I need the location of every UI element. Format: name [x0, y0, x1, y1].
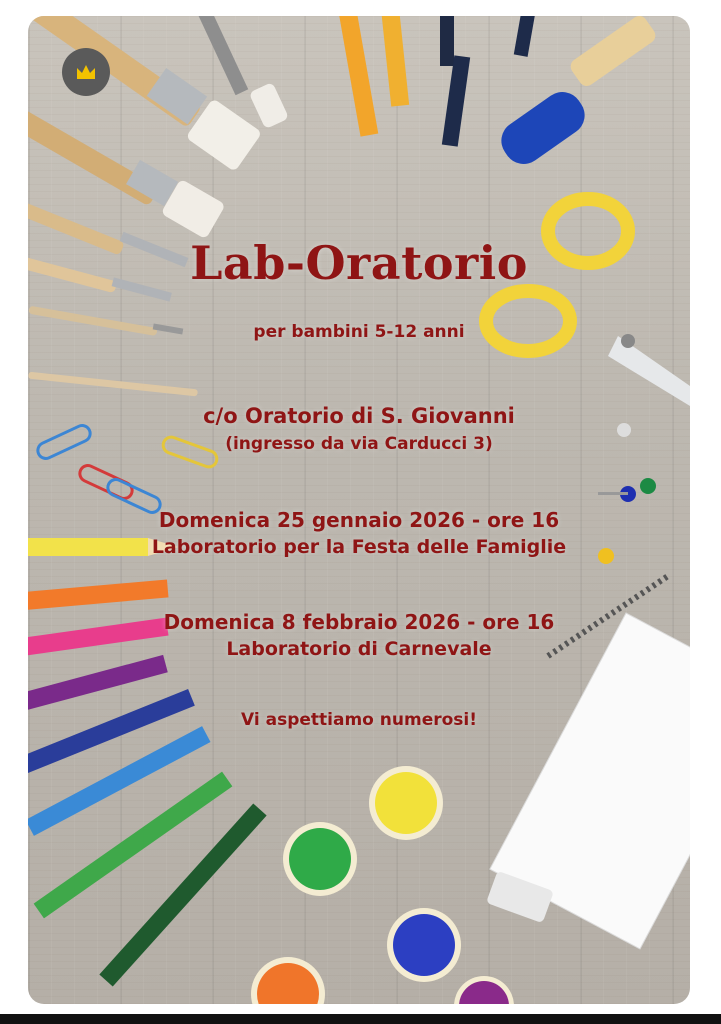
pen-cap-icon: [440, 16, 454, 66]
crown-icon: [75, 63, 97, 81]
pen-cap-icon: [514, 16, 536, 57]
pencil-icon: [380, 16, 409, 107]
pen-icon: [442, 55, 470, 146]
colored-pencils-icon: [28, 538, 267, 986]
event-description: Laboratorio per la Festa delle Famiglie: [151, 536, 567, 558]
scissors-icon: [486, 199, 690, 406]
closing-message: Vi aspettiamo numerosi!: [241, 710, 477, 730]
bottom-bar: [0, 1014, 721, 1024]
paint-pot-icon: [251, 766, 514, 1004]
event-date: Domenica 25 gennaio 2026 - ore 16: [158, 508, 560, 532]
event-description: Laboratorio di Carnevale: [226, 638, 492, 660]
location-name: c/o Oratorio di S. Giovanni: [203, 404, 515, 428]
age-range: per bambini 5-12 anni: [253, 322, 465, 342]
location-entrance: (ingresso da via Carducci 3): [225, 434, 493, 454]
pencil-icon: [336, 16, 378, 137]
event-date: Domenica 8 febbraio 2026 - ore 16: [163, 610, 555, 634]
crown-badge[interactable]: [62, 48, 110, 96]
flyer: [28, 16, 690, 1004]
paint-brush-icon: [28, 372, 198, 397]
flyer-title: Lab-Oratorio: [190, 236, 528, 290]
